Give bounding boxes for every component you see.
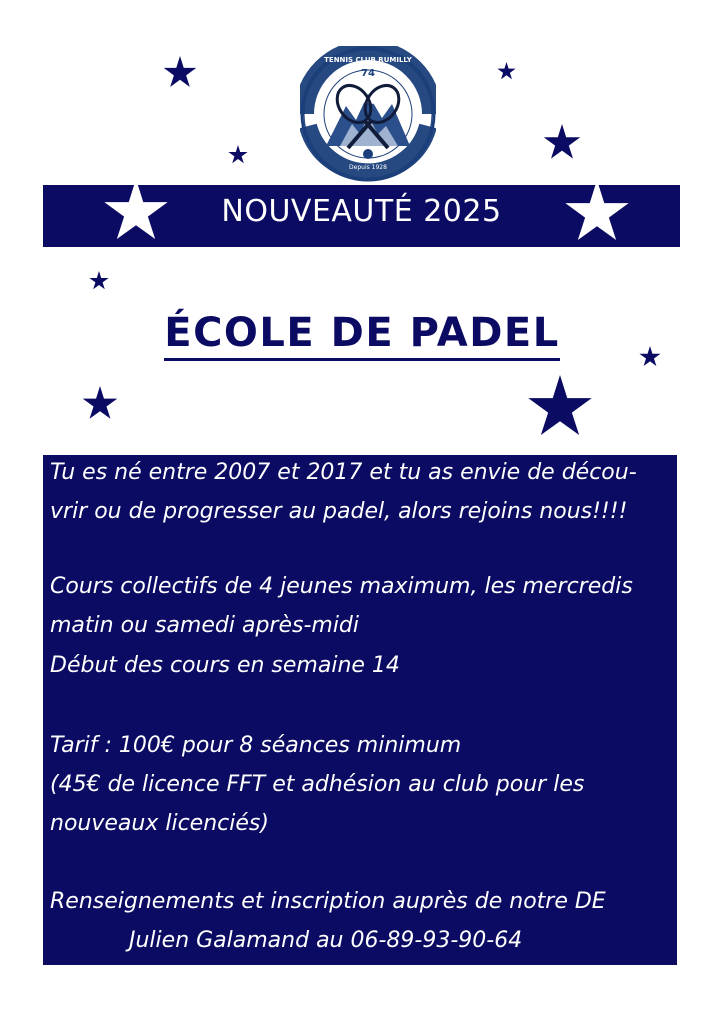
banner-text: NOUVEAUTÉ 2025 xyxy=(221,194,502,229)
star-icon xyxy=(228,145,248,165)
page-title xyxy=(0,310,724,356)
star-icon xyxy=(163,56,197,90)
price-line-2: (45€ de licence FFT et adhésion au club pour les xyxy=(50,772,585,797)
courses-line-2: matin ou samedi après-midi xyxy=(50,613,360,638)
logo-since: Depuis 1928 xyxy=(349,164,387,171)
star-icon xyxy=(527,375,593,441)
contact-line-2: Julien Galamand au 06-89-93-90-64 xyxy=(129,928,523,953)
intro-line-1: Tu es né entre 2007 et 2017 et tu as envie de décou- xyxy=(50,460,637,485)
contact-line-1: Renseignements et inscription auprès de notre DE xyxy=(50,889,606,914)
announcement-banner xyxy=(43,185,680,247)
logo-club-name: TENNIS CLUB RUMILLY xyxy=(324,56,412,64)
star-icon xyxy=(89,271,109,291)
star-icon xyxy=(497,62,516,81)
price-line-1: Tarif : 100€ pour 8 séances minimum xyxy=(50,733,462,758)
info-box xyxy=(43,455,677,965)
star-icon xyxy=(82,386,118,422)
start-line: Début des cours en semaine 14 xyxy=(50,653,400,678)
page-title-text: ÉCOLE DE PADEL xyxy=(164,310,560,361)
star-icon xyxy=(543,124,581,162)
club-logo xyxy=(300,46,436,182)
logo-department: 74 xyxy=(361,68,375,79)
intro-line-2: vrir ou de progresser au padel, alors rejoins nous!!!! xyxy=(50,499,628,524)
price-line-3: nouveaux licenciés) xyxy=(50,811,269,836)
courses-line-1: Cours collectifs de 4 jeunes maximum, les mercredis xyxy=(50,574,633,599)
